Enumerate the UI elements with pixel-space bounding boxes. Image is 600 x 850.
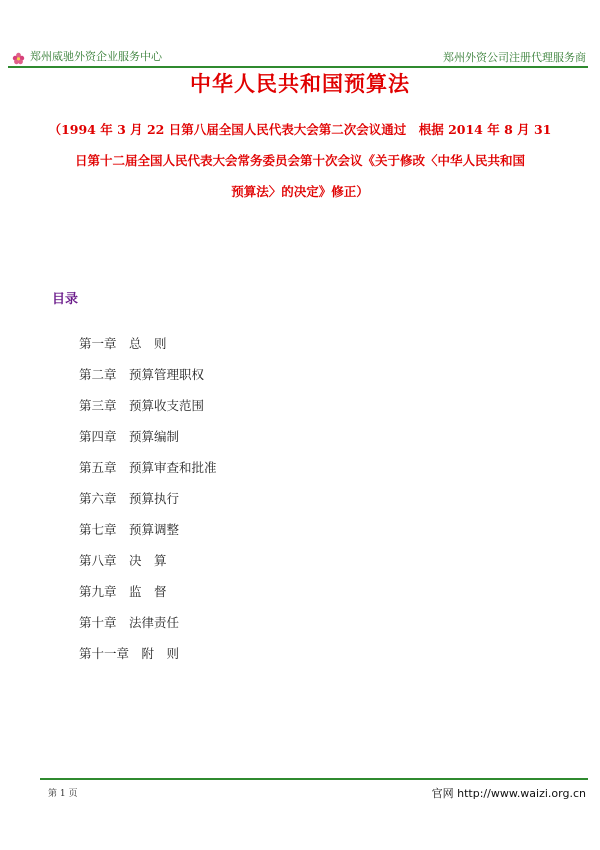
- toc-item[interactable]: 第十章 法律责任: [79, 615, 180, 630]
- toc-item[interactable]: 第十一章 附 则: [79, 646, 180, 661]
- subtitle-line: 预算法〉的决定》修正）: [231, 184, 369, 199]
- toc-item[interactable]: 第七章 预算调整: [79, 522, 180, 537]
- page-number: 第 1 页: [48, 789, 78, 799]
- page-header: [8, 44, 588, 68]
- table-of-contents: [79, 334, 217, 675]
- flower-logo-icon: [12, 50, 25, 63]
- toc-item[interactable]: 第八章 决 算: [79, 553, 167, 568]
- subtitle-line: 日第十二届全国人民代表大会常务委员会第十次会议《关于修改〈中华人民共和国: [74, 153, 525, 168]
- header-brand: [12, 48, 162, 64]
- footer-website-link[interactable]: 官网 http://www.waizi.org.cn: [431, 787, 586, 800]
- header-tagline: 郑州外资公司注册代理服务商: [443, 51, 586, 64]
- toc-item[interactable]: 第一章 总 则: [79, 336, 167, 351]
- toc-item[interactable]: 第五章 预算审查和批准: [79, 460, 217, 475]
- toc-item[interactable]: 第三章 预算收支范围: [79, 398, 205, 413]
- toc-item[interactable]: 第四章 预算编制: [79, 429, 180, 444]
- toc-item[interactable]: 第二章 预算管理职权: [79, 367, 205, 382]
- footer-divider: [40, 778, 588, 780]
- toc-heading: 目录: [52, 292, 79, 307]
- toc-item[interactable]: 第六章 预算执行: [79, 491, 180, 506]
- subtitle-line: （1994 年 3 月 22 日第八届全国人民代表大会第二次会议通过 根据 2014 年 8 月 31: [48, 122, 552, 137]
- toc-item[interactable]: 第九章 监 督: [79, 584, 167, 599]
- document-subtitle: [46, 114, 554, 207]
- document-title: 中华人民共和国预算法: [190, 72, 410, 96]
- header-company-name: 郑州威驰外资企业服务中心: [30, 50, 162, 63]
